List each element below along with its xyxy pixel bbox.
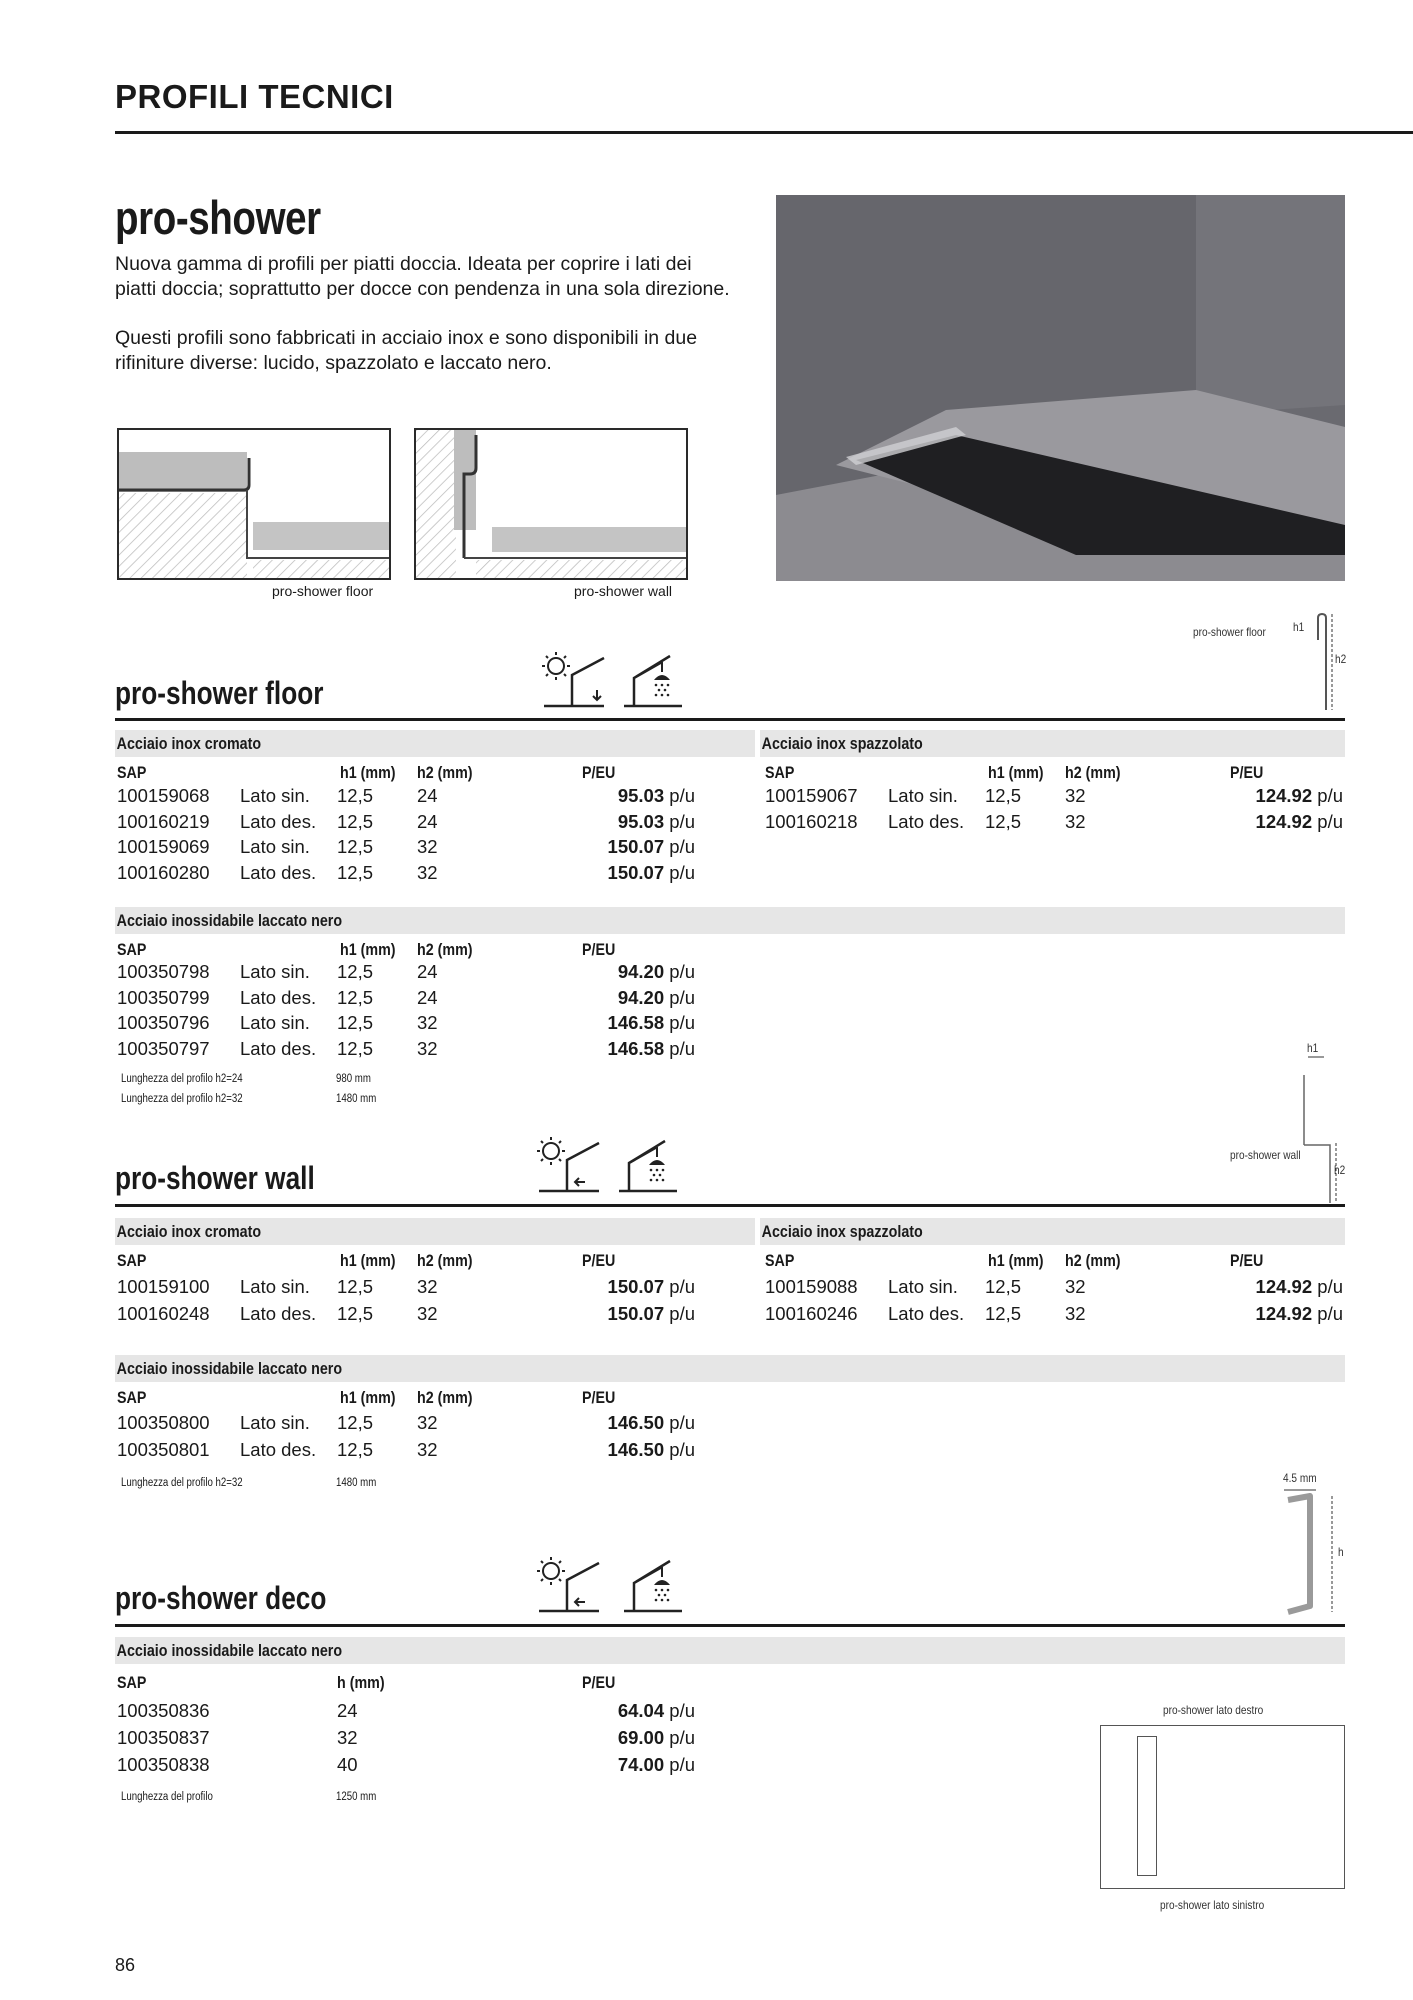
cell-price (555, 961, 695, 983)
cell-price (555, 1727, 695, 1749)
deco-section-title: pro-shower deco (115, 1580, 327, 1616)
cell-h2: 32 (417, 1012, 438, 1033)
sun-slope-icon (542, 650, 612, 710)
wall-section-diagram (414, 428, 688, 580)
intro-paragraph-1 (115, 252, 755, 302)
column-header-sap: SAP (117, 1388, 147, 1407)
price-unit: p/u (669, 785, 695, 806)
column-header-h1: h1 (mm) (340, 1388, 396, 1407)
deco-caption-right: pro-shower lato destro (1163, 1703, 1264, 1717)
floor-diagram-label: pro-shower floor (1193, 625, 1266, 639)
floor-section-divider (115, 718, 1345, 721)
cell-h2: 32 (417, 836, 438, 857)
cell-h1: 12,5 (985, 1276, 1022, 1297)
cell-side: Lato des. (240, 1037, 317, 1059)
note-label: Lunghezza del profilo h2=32 (121, 1093, 243, 1105)
wall-nero-band (115, 1355, 1345, 1382)
column-header-h2: h2 (mm) (1065, 763, 1121, 782)
cell-h2: 24 (417, 810, 438, 832)
price-unit: p/u (669, 961, 695, 982)
column-header-h1: h1 (mm) (340, 763, 396, 782)
page-number: 86 (115, 1955, 136, 1975)
floor-cromato-band (115, 730, 755, 757)
price-unit: p/u (669, 986, 695, 1008)
cell-h1: 12,5 (337, 861, 374, 883)
note-value: 1480 mm (336, 1477, 377, 1489)
column-header-h2: h2 (mm) (417, 940, 473, 959)
cell-h: 40 (337, 1754, 358, 1775)
band-label: Acciaio inox cromato (116, 1222, 262, 1241)
column-header-h2: h2 (mm) (417, 1388, 473, 1407)
column-header-sap: SAP (117, 1251, 147, 1270)
band-label: Acciaio inox spazzolato (761, 734, 923, 753)
cell-h1: 12,5 (985, 785, 1022, 806)
cell-sap: 100350800 (117, 1412, 210, 1433)
price-value: 94.20 (617, 986, 665, 1008)
column-header-price: P/EU (582, 1251, 616, 1270)
cell-side: Lato des. (240, 861, 317, 883)
cell-price (555, 987, 695, 1009)
cell-h1: 12,5 (337, 1276, 374, 1297)
price-value: 95.03 (617, 810, 665, 832)
sun-slope-icon (537, 1135, 607, 1195)
cell-price (555, 1276, 695, 1298)
cell-sap: 100159088 (765, 1276, 858, 1297)
column-header-h2: h2 (mm) (417, 1251, 473, 1270)
cell-price (555, 1700, 695, 1722)
cell-sap: 100159068 (117, 785, 210, 806)
price-value: 146.58 (607, 1012, 665, 1033)
cell-price (555, 862, 695, 884)
cell-side: Lato des. (888, 810, 965, 832)
price-unit: p/u (1317, 1303, 1343, 1324)
wall-section-divider (115, 1204, 1345, 1207)
deco-diagram-thickness: 4.5 mm (1283, 1471, 1317, 1485)
column-header-h2: h2 (mm) (417, 763, 473, 782)
column-header-price: P/EU (1230, 763, 1264, 782)
cell-h1: 12,5 (337, 785, 374, 806)
note-label: Lunghezza del profilo (121, 1791, 213, 1803)
intro-paragraph-2 (115, 326, 755, 376)
band-label: Acciaio inossidabile laccato nero (116, 1359, 343, 1378)
column-header-sap: SAP (117, 1673, 147, 1692)
cell-h: 24 (337, 1700, 358, 1721)
price-unit: p/u (669, 1037, 695, 1059)
cell-price (555, 811, 695, 833)
band-label: Acciaio inox spazzolato (761, 1222, 923, 1241)
price-value: 124.92 (1255, 785, 1313, 806)
cell-h1: 12,5 (985, 1303, 1022, 1324)
price-unit: p/u (669, 1727, 695, 1748)
note-label: Lunghezza del profilo h2=32 (121, 1477, 243, 1489)
intro-line: Nuova gamma di profili per piatti doccia. Ideata per coprire i lati dei (115, 253, 692, 275)
column-header-price: P/EU (582, 763, 616, 782)
header-divider (115, 131, 1413, 134)
note-value: 1480 mm (336, 1093, 377, 1105)
cell-price (555, 1038, 695, 1060)
column-header-price: P/EU (582, 1388, 616, 1407)
cell-price (555, 785, 695, 807)
cell-h2: 32 (1065, 1276, 1086, 1297)
cell-side: Lato des. (240, 1303, 317, 1324)
cell-h1: 12,5 (337, 1037, 374, 1059)
note-value: 1250 mm (336, 1791, 377, 1803)
floor-spazzolato-band (760, 730, 1345, 757)
band-label: Acciaio inossidabile laccato nero (116, 1641, 343, 1660)
cell-h1: 12,5 (985, 810, 1022, 832)
wall-profile-icon (1300, 1055, 1340, 1205)
intro-line: rifiniture diverse: lucido, spazzolato e laccato nero. (115, 352, 552, 374)
cell-sap: 100159067 (765, 785, 858, 806)
column-header-h2: h2 (mm) (1065, 1251, 1121, 1270)
cell-h2: 32 (417, 1439, 438, 1460)
deco-profile-outline (1137, 1736, 1157, 1876)
cell-sap: 100160246 (765, 1303, 858, 1324)
cell-sap: 100159069 (117, 836, 210, 857)
cell-h1: 12,5 (337, 1439, 374, 1460)
product-title: pro-shower (115, 191, 321, 244)
cell-sap: 100160280 (117, 861, 210, 883)
price-value: 146.58 (607, 1037, 665, 1059)
cell-sap: 100350837 (117, 1727, 210, 1748)
column-header-h1: h1 (mm) (988, 763, 1044, 782)
cell-h2: 32 (417, 1276, 438, 1297)
price-unit: p/u (669, 1439, 695, 1460)
price-value: 74.00 (617, 1754, 665, 1775)
cell-h2: 32 (417, 861, 438, 883)
cell-side: Lato sin. (240, 785, 310, 806)
price-unit: p/u (669, 1012, 695, 1033)
cell-side: Lato des. (240, 986, 317, 1008)
price-value: 150.07 (607, 1303, 665, 1324)
cell-h1: 12,5 (337, 986, 374, 1008)
cell-h2: 24 (417, 986, 438, 1008)
cell-h2: 32 (1065, 1303, 1086, 1324)
sun-slope-icon (537, 1555, 607, 1615)
column-header-sap: SAP (117, 763, 147, 782)
wall-diagram-label: pro-shower wall (1230, 1148, 1301, 1162)
column-header-sap: SAP (765, 1251, 795, 1270)
cell-h2: 32 (417, 1303, 438, 1324)
cell-side: Lato des. (240, 1439, 317, 1460)
price-unit: p/u (669, 1303, 695, 1324)
cell-side: Lato sin. (240, 1412, 310, 1433)
cell-sap: 100350836 (117, 1700, 210, 1721)
price-value: 124.92 (1255, 1303, 1313, 1324)
price-value: 94.20 (617, 961, 665, 982)
column-header-price: P/EU (582, 940, 616, 959)
product-photo (776, 195, 1345, 581)
cell-side: Lato sin. (240, 1276, 310, 1297)
cell-price (1203, 785, 1343, 807)
column-header-h1: h1 (mm) (988, 1251, 1044, 1270)
deco-top-view-diagram (1100, 1725, 1345, 1889)
cell-sap: 100350797 (117, 1037, 210, 1059)
price-value: 95.03 (617, 785, 665, 806)
cell-side: Lato sin. (240, 1012, 310, 1033)
band-label: Acciaio inox cromato (116, 734, 262, 753)
cell-h2: 32 (1065, 785, 1086, 806)
cell-h1: 12,5 (337, 810, 374, 832)
floor-diagram-h2: h2 (1335, 652, 1347, 666)
wall-diagram-h2: h2 (1334, 1163, 1346, 1177)
cell-h1: 12,5 (337, 836, 374, 857)
price-value: 150.07 (607, 861, 665, 883)
price-unit: p/u (669, 810, 695, 832)
cell-sap: 100350801 (117, 1439, 210, 1460)
cell-price (1203, 1276, 1343, 1298)
cell-side: Lato sin. (888, 1276, 958, 1297)
cell-price (555, 1439, 695, 1461)
price-unit: p/u (669, 1276, 695, 1297)
floor-section-diagram (117, 428, 391, 580)
shower-icon (622, 1555, 684, 1615)
cell-sap: 100350799 (117, 986, 210, 1008)
cell-sap: 100350796 (117, 1012, 210, 1033)
price-unit: p/u (1317, 785, 1343, 806)
price-value: 150.07 (607, 836, 665, 857)
floor-nero-band (115, 907, 1345, 934)
column-header-price: P/EU (582, 1673, 616, 1692)
price-value: 146.50 (607, 1439, 665, 1460)
wall-spazzolato-band (760, 1218, 1345, 1245)
floor-profile-icon (1312, 612, 1336, 712)
cell-price (555, 836, 695, 858)
shower-icon (617, 1135, 679, 1195)
cell-h2: 24 (417, 785, 438, 806)
cell-side: Lato sin. (888, 785, 958, 806)
cell-sap: 100350838 (117, 1754, 210, 1775)
deco-profile-icon (1280, 1488, 1340, 1618)
floor-diagram-h1: h1 (1293, 620, 1305, 634)
cell-price (555, 1303, 695, 1325)
price-value: 150.07 (607, 1276, 665, 1297)
column-header-h1: h1 (mm) (340, 940, 396, 959)
price-value: 64.04 (617, 1700, 665, 1721)
cell-price (1203, 1303, 1343, 1325)
cell-price (555, 1754, 695, 1776)
caption-wall: pro-shower wall (574, 583, 673, 599)
note-value: 980 mm (336, 1073, 371, 1085)
wall-section-title: pro-shower wall (115, 1160, 315, 1196)
deco-nero-band (115, 1637, 1345, 1664)
column-header-h: h (mm) (337, 1673, 385, 1692)
price-unit: p/u (1317, 810, 1343, 832)
cell-h2: 32 (417, 1037, 438, 1059)
cell-sap: 100159100 (117, 1276, 210, 1297)
price-unit: p/u (669, 1412, 695, 1433)
price-unit: p/u (1317, 1276, 1343, 1297)
cell-h1: 12,5 (337, 1303, 374, 1324)
page-header-title: PROFILI TECNICI (115, 78, 394, 115)
cell-h2: 32 (417, 1412, 438, 1433)
cell-h2: 24 (417, 961, 438, 982)
price-value: 124.92 (1255, 810, 1313, 832)
cell-price (555, 1012, 695, 1034)
price-unit: p/u (669, 836, 695, 857)
cell-sap: 100160218 (765, 810, 858, 832)
band-label: Acciaio inossidabile laccato nero (116, 911, 343, 930)
price-value: 124.92 (1255, 1276, 1313, 1297)
wall-diagram-h1: h1 (1307, 1041, 1319, 1055)
cell-sap: 100160219 (117, 810, 210, 832)
price-value: 146.50 (607, 1412, 665, 1433)
cell-price (555, 1412, 695, 1434)
cell-side: Lato sin. (240, 836, 310, 857)
cell-h2: 32 (1065, 810, 1086, 832)
cell-price (1203, 811, 1343, 833)
price-unit: p/u (669, 861, 695, 883)
column-header-sap: SAP (117, 940, 147, 959)
intro-line: Questi profili sono fabbricati in acciaio inox e sono disponibili in due (115, 327, 698, 349)
column-header-sap: SAP (765, 763, 795, 782)
wall-cromato-band (115, 1218, 755, 1245)
cell-h: 32 (337, 1727, 358, 1748)
deco-caption-left: pro-shower lato sinistro (1160, 1898, 1265, 1912)
cell-side: Lato des. (240, 810, 317, 832)
floor-section-title: pro-shower floor (115, 675, 324, 711)
cell-sap: 100350798 (117, 961, 210, 982)
cell-h1: 12,5 (337, 1012, 374, 1033)
caption-floor: pro-shower floor (272, 583, 374, 599)
price-unit: p/u (669, 1700, 695, 1721)
price-unit: p/u (669, 1754, 695, 1775)
intro-line: piatti doccia; soprattutto per docce con pendenza in una sola direzione. (115, 278, 730, 300)
shower-icon (622, 650, 684, 710)
deco-section-divider (115, 1624, 1345, 1627)
column-header-price: P/EU (1230, 1251, 1264, 1270)
cell-sap: 100160248 (117, 1303, 210, 1324)
cell-h1: 12,5 (337, 1412, 374, 1433)
deco-diagram-h: h (1338, 1545, 1344, 1559)
price-value: 69.00 (617, 1727, 665, 1748)
cell-side: Lato sin. (240, 961, 310, 982)
cell-h1: 12,5 (337, 961, 374, 982)
column-header-h1: h1 (mm) (340, 1251, 396, 1270)
cell-side: Lato des. (888, 1303, 965, 1324)
note-label: Lunghezza del profilo h2=24 (121, 1073, 243, 1085)
